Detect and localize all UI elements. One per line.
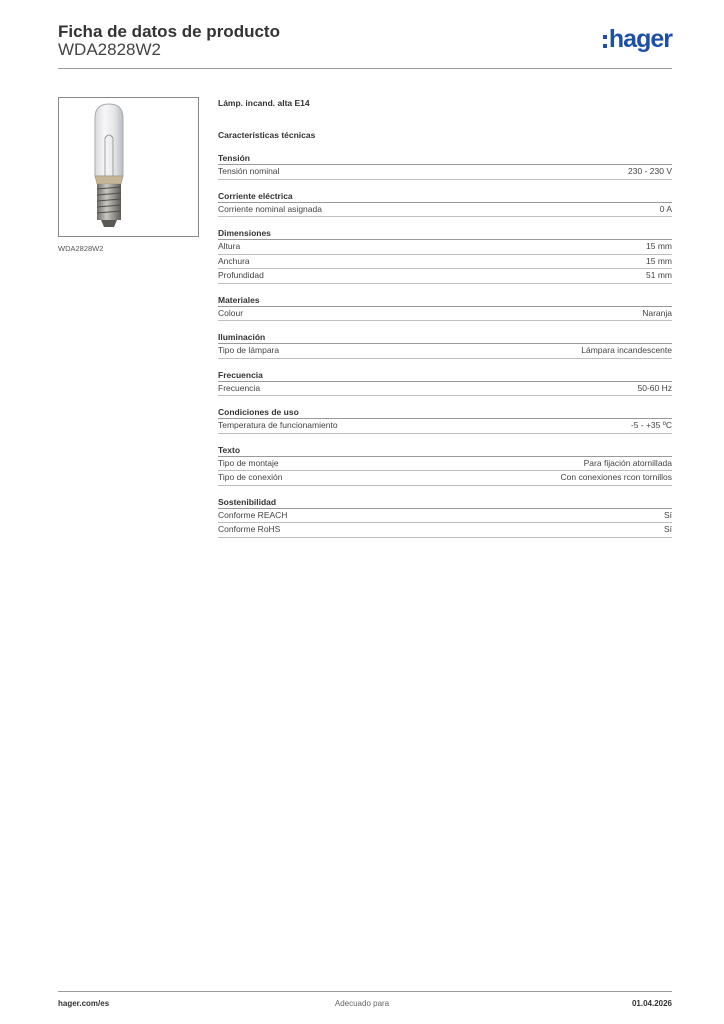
spec-row — [218, 269, 672, 284]
section-sustainability — [218, 496, 672, 538]
spec-label: Colour — [218, 307, 244, 318]
spec-label: Tipo de lámpara — [218, 345, 280, 355]
spec-value: 51 mm — [646, 270, 672, 280]
section-tension — [218, 152, 672, 180]
spec-value: 15 mm — [646, 255, 672, 266]
logo-colon-mark — [603, 35, 607, 48]
spec-value: 15 mm — [646, 241, 672, 251]
spec-label: Conforme REACH — [218, 509, 288, 520]
section-title: Frecuencia — [218, 369, 672, 382]
section-title: Corriente eléctrica — [218, 190, 672, 203]
product-image — [58, 97, 199, 237]
section-text — [218, 444, 672, 486]
section-materials — [218, 294, 672, 322]
spec-value: 230 - 230 V — [628, 166, 672, 176]
section-dimensions — [218, 227, 672, 284]
spec-value: 50-60 Hz — [637, 382, 672, 393]
spec-label: Tipo de montaje — [218, 457, 279, 468]
spec-row — [218, 523, 672, 538]
section-conditions — [218, 406, 672, 434]
product-name: Lámp. incand. alta E14 — [218, 98, 310, 108]
product-code: WDA2828W2 — [58, 40, 161, 59]
spec-row — [218, 307, 672, 322]
spec-label: Conforme RoHS — [218, 524, 281, 534]
spec-label: Altura — [218, 241, 241, 251]
spec-value: 0 A — [659, 203, 672, 214]
footer-divider — [58, 991, 672, 992]
spec-row — [218, 203, 672, 218]
section-title: Tensión — [218, 152, 672, 165]
spec-label: Tipo de conexión — [218, 472, 283, 482]
footer-center-text: Adecuado para — [334, 999, 390, 1008]
section-lighting — [218, 331, 672, 359]
spec-row — [218, 344, 672, 359]
spec-value: Sí — [663, 524, 672, 534]
spec-value: Sí — [663, 509, 672, 520]
spec-label: Anchura — [218, 255, 250, 266]
footer-website-link[interactable]: hager.com/es — [58, 999, 110, 1008]
spec-row — [218, 382, 672, 397]
spec-value: -5 - +35 ºC — [630, 420, 672, 430]
spec-value: Para fijación atornillada — [583, 457, 672, 468]
section-title: Sostenibilidad — [218, 496, 672, 509]
spec-row — [218, 457, 672, 472]
header-divider — [58, 68, 672, 69]
section-title: Dimensiones — [218, 227, 672, 240]
section-frequency — [218, 369, 672, 397]
spec-row — [218, 509, 672, 524]
image-caption: WDA2828W2 — [58, 244, 104, 253]
section-title: Materiales — [218, 294, 672, 307]
footer-date: 01.04.2026 — [631, 999, 672, 1008]
section-current — [218, 190, 672, 218]
spec-label: Tensión nominal — [218, 166, 280, 176]
hager-logo[interactable] — [603, 27, 672, 52]
lamp-icon — [59, 98, 198, 236]
spec-row — [218, 165, 672, 180]
spec-sheet — [218, 96, 672, 538]
spec-row — [218, 255, 672, 270]
spec-label: Temperatura de funcionamiento — [218, 420, 338, 430]
spec-heading: Características técnicas — [218, 130, 316, 140]
spec-row — [218, 240, 672, 255]
section-title: Condiciones de uso — [218, 406, 672, 419]
spec-label: Frecuencia — [218, 382, 261, 393]
spec-row — [218, 471, 672, 486]
spec-label: Profundidad — [218, 270, 264, 280]
spec-value: Lámpara incandescente — [581, 345, 672, 355]
section-title: Iluminación — [218, 331, 672, 344]
page-title: Ficha de datos de producto — [58, 22, 280, 41]
spec-value: Con conexiones rcon tornillos — [560, 472, 672, 482]
spec-row — [218, 419, 672, 434]
spec-value: Naranja — [642, 307, 672, 318]
spec-label: Corriente nominal asignada — [218, 203, 322, 214]
section-title: Texto — [218, 444, 672, 457]
logo-text: hager — [608, 25, 672, 53]
